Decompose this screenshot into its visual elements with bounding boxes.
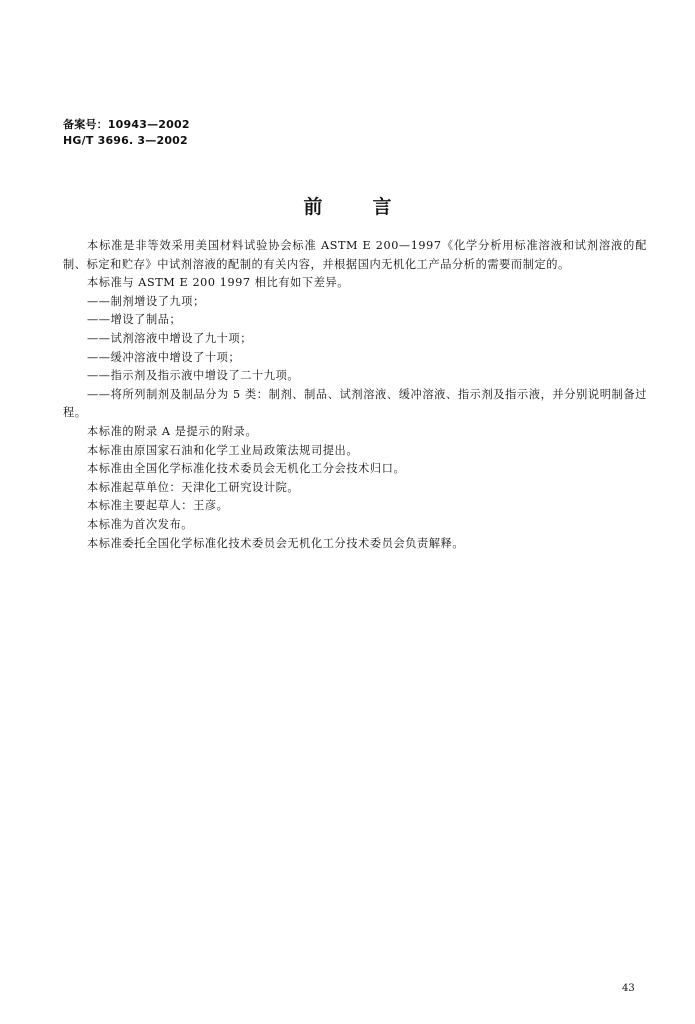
paragraph-adoption: 本标准是非等效采用美国材料试验协会标准 ASTM E 200—1997《化学分析用标准溶液和试剂溶液的配制、标定和贮存》中试剂溶液的配制的有关内容，并根据国内无机化工产品分析的需要而制定的。 bbox=[63, 239, 647, 271]
difference-item: ——指示剂及指示液中增设了二十九项。 bbox=[87, 369, 300, 383]
difference-item: ——增设了制品； bbox=[87, 313, 182, 327]
record-number: 备案号：10943—2002 bbox=[63, 118, 190, 131]
difference-item: ——试剂溶液中增设了九十项； bbox=[87, 331, 253, 345]
paragraph-differences: 本标准与 ASTM E 200 1997 相比有如下差异。 bbox=[87, 276, 350, 290]
preface-body bbox=[63, 237, 647, 553]
page-title: 前言 bbox=[303, 196, 442, 218]
paragraph-first-release: 本标准为首次发布。 bbox=[87, 517, 194, 531]
paragraph-appendix: 本标准的附录 A 是提示的附录。 bbox=[87, 424, 258, 438]
paragraph-drafter: 本标准主要起草人：王彦。 bbox=[87, 499, 229, 513]
paragraph-drafting-unit: 本标准起草单位：天津化工研究设计院。 bbox=[87, 480, 300, 494]
paragraph-committee: 本标准由全国化学标准化技术委员会无机化工分会技术归口。 bbox=[87, 462, 406, 476]
difference-item: ——制剂增设了九项； bbox=[87, 294, 205, 308]
paragraph-proposer: 本标准由原国家石油和化学工业局政策法规司提出。 bbox=[87, 443, 359, 457]
difference-item: ——将所列制剂及制品分为 5 类：制剂、制品、试剂溶液、缓冲溶液、指示剂及指示液，并分别说明制备过程。 bbox=[63, 387, 647, 420]
standard-number: HG/T 3696. 3—2002 bbox=[63, 134, 188, 147]
page-number: 43 bbox=[622, 983, 635, 994]
paragraph-interpretation: 本标准委托全国化学标准化技术委员会无机化工分技术委员会负责解释。 bbox=[87, 536, 465, 550]
difference-item: ——缓冲溶液中增设了十项； bbox=[87, 350, 241, 364]
